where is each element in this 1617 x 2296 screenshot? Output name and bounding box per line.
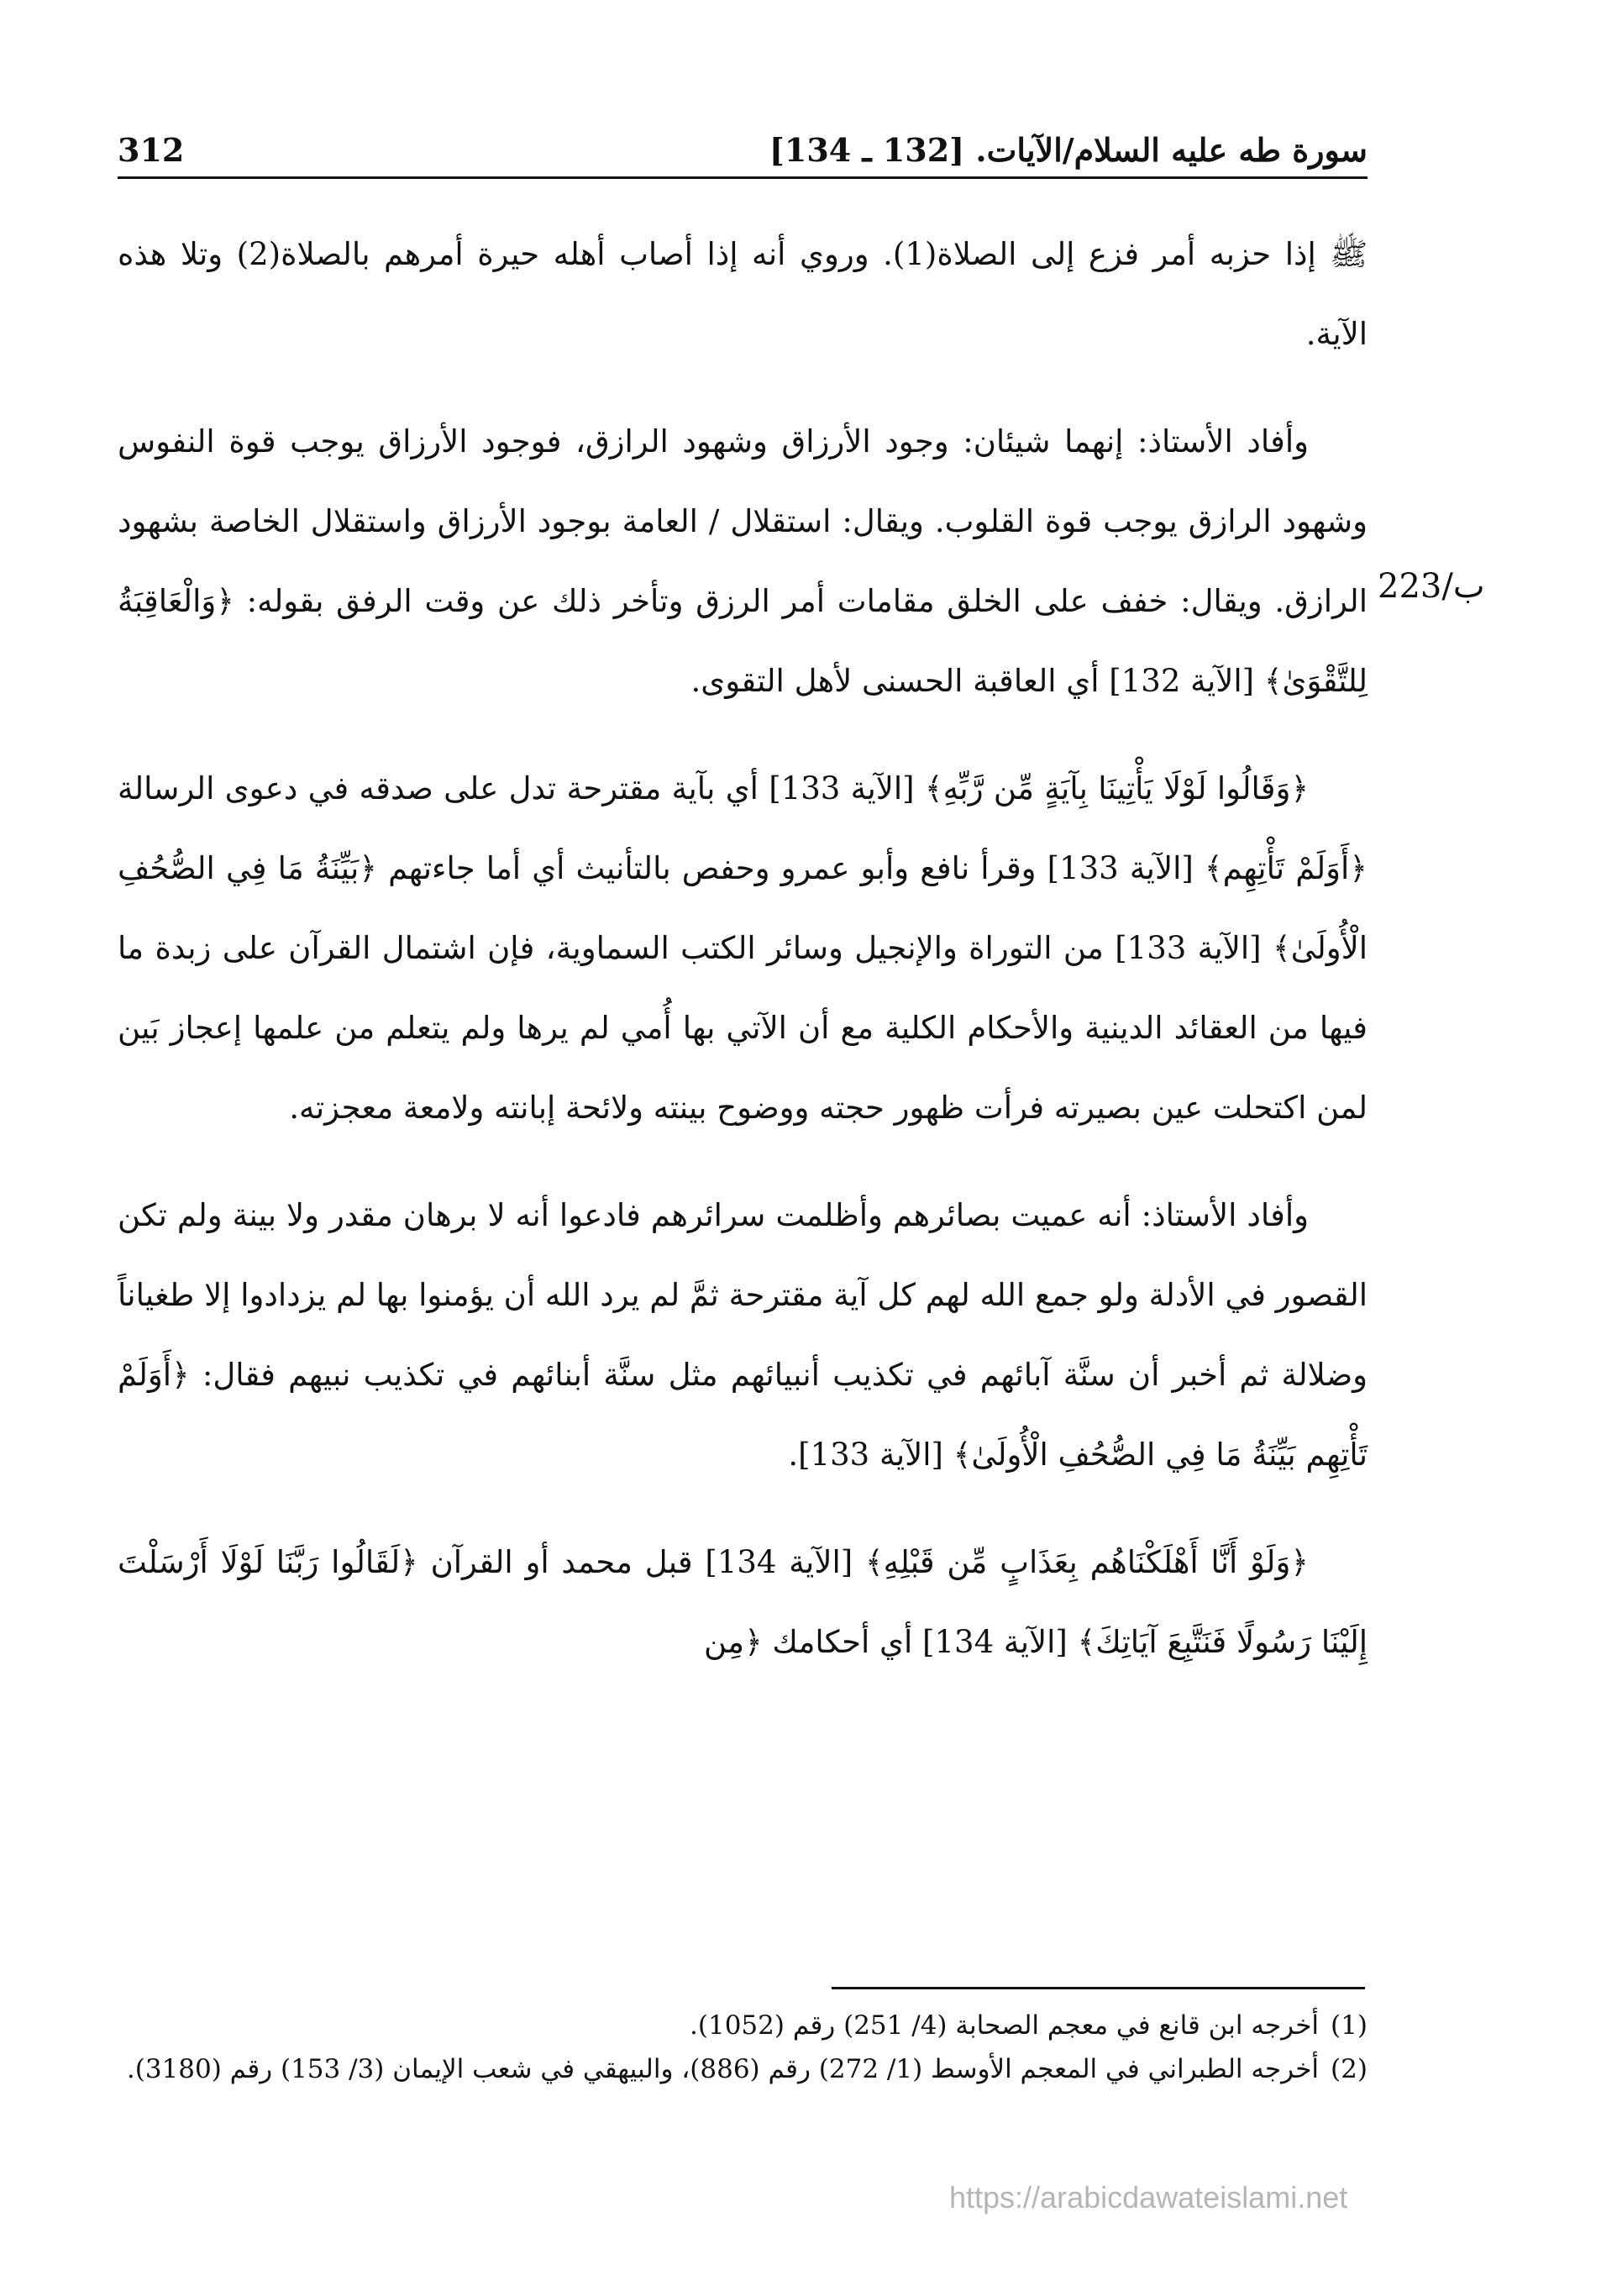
footnote-divider [832,1987,1365,1989]
page-header [118,126,1368,173]
footnote-text: أخرجه ابن قانع في معجم الصحابة (4/ 251) رقم (1052). [690,2010,1320,2041]
footnote-1 [118,2004,1368,2047]
main-text [118,214,1368,1710]
paragraph-1: ﷺ إذا حزبه أمر فزع إلى الصلاة(1). وروي أنه إذا أصاب أهله حيرة أمرهم بالصلاة(2) وتلا هذه الآية. [118,236,1368,352]
page-number: 312 [118,130,185,169]
footnote-text: أخرجه الطبراني في المعجم الأوسط (1/ 272) رقم (886)، والبيهقي في شعب الإيمان (3/ 153) رقم (3180). [126,2054,1320,2084]
paragraph-3: ﴿وَقَالُوا لَوْلَا يَأْتِينَا بِآيَةٍ مِّن رَّبِّهِ﴾ [الآية 133] أي بآية مقترحة تدل على صدقه في دعوى الرسالة ﴿أَوَلَمْ تَأْتِهِم﴾ [الآية 133] وقرأ نافع وأبو عمرو وحفص بالتأنيث أي أما جاءتهم ﴿بَيِّنَةُ مَا فِي الصُّحُفِ الْأُولَىٰ﴾ [الآية 133] من التوراة والإنجيل وسائر الكتب السماوية، فإن اشتمال القرآن على زبدة ما فيها من العقائد الدينية والأحكام الكلية مع أن الآتي بها أُمي لم يرها ولم يتعلم من علمها إعجاز بَين لمن اكتحلت عين بصيرته فرأت ظهور حجته ووضوح بينته ولائحة إبانته ولامعة معجزته. [118,770,1368,1126]
paragraph-4: وأفاد الأستاذ: أنه عميت بصائرهم وأظلمت سرائرهم فادعوا أنه لا برهان مقدر ولا بينة ولم تكن القصور في الأدلة ولو جمع الله لهم كل آية مقترحة ثمَّ لم يرد الله أن يؤمنوا بها لم يزدادوا إلا طغياناً وضلالة ثم أخبر أن سنَّة آبائهم في تكذيب أنبيائهم مثل سنَّة أبنائهم في تكذيب نبيهم فقال: ﴿أَوَلَمْ تَأْتِهِم بَيِّنَةُ مَا فِي الصُّحُفِ الْأُولَىٰ﴾ [الآية 133]. [118,1197,1368,1473]
manuscript-folio-marker: 223/ب [1378,567,1485,606]
footnote-number: (2) [1331,2054,1368,2084]
running-title: سورة طه عليه السلام/الآيات. [132 ـ 134] [769,130,1368,169]
website-watermark: https://arabicdawateislami.net [949,2180,1348,2215]
paragraph-2: وأفاد الأستاذ: إنهما شيئان: وجود الأرزاق وشهود الرازق، فوجود الأرزاق يوجب قوة النفوس وشهود الرازق يوجب قوة القلوب. ويقال: استقلال / العامة بوجود الأرزاق واستقلال الخاصة بشهود الرازق. ويقال: خفف على الخلق مقامات أمر الرزق وتأخر ذلك عن وقت الرفق بقوله: ﴿وَالْعَاقِبَةُ لِلتَّقْوَىٰ﴾ [الآية 132] أي العاقبة الحسنى لأهل التقوى. [118,423,1368,699]
footnote-2 [118,2047,1368,2091]
header-divider [118,176,1368,179]
footnotes [118,2004,1368,2091]
footnote-number: (1) [1331,2010,1368,2041]
paragraph-5: ﴿وَلَوْ أَنَّا أَهْلَكْنَاهُم بِعَذَابٍ مِّن قَبْلِهِ﴾ [الآية 134] قبل محمد أو القرآن ﴿لَقَالُوا رَبَّنَا لَوْلَا أَرْسَلْتَ إِلَيْنَا رَسُولًا فَنَتَّبِعَ آيَاتِكَ﴾ [الآية 134] أي أحكامك ﴿مِن [118,1544,1368,1660]
